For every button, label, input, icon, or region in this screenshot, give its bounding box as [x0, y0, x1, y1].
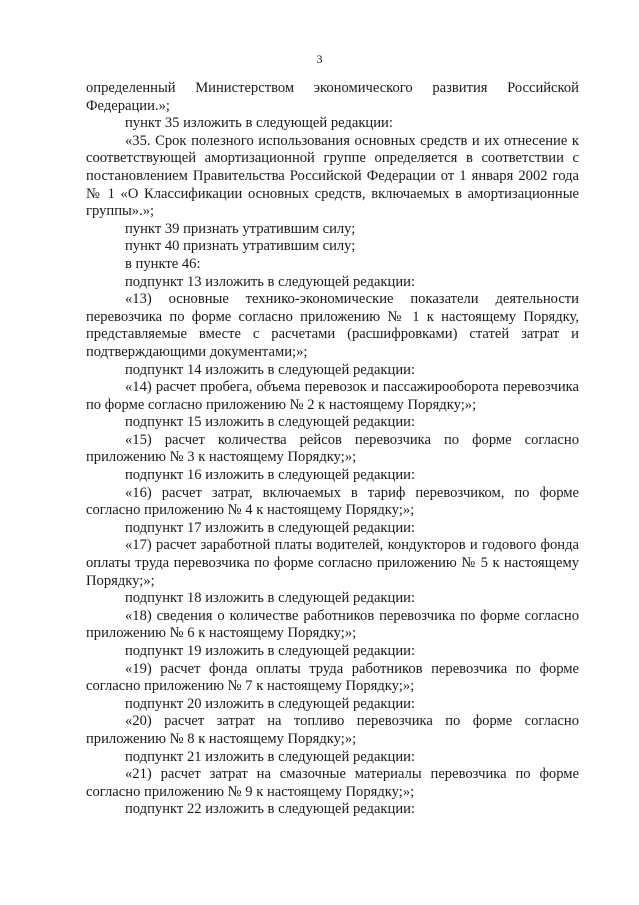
paragraph: подпункт 13 изложить в следующей редакции: — [125, 273, 416, 290]
document-body — [86, 80, 579, 819]
paragraph: пункт 40 признать утратившим силу; — [125, 238, 356, 255]
paragraph: «18) сведения о количестве работников перевозчика по форме согласно приложению № 6 к настоящему Порядку;»; — [86, 607, 579, 642]
paragraph: подпункт 16 изложить в следующей редакции: — [125, 467, 416, 484]
page-number: 3 — [316, 52, 323, 66]
paragraph: подпункт 21 изложить в следующей редакции: — [125, 748, 416, 765]
paragraph: подпункт 18 изложить в следующей редакции: — [125, 590, 416, 607]
paragraph: «16) расчет затрат, включаемых в тариф перевозчиком, по форме согласно приложению № 4 к настоящему Порядку;»; — [86, 484, 579, 519]
paragraph: пункт 39 признать утратившим силу; — [125, 220, 356, 237]
paragraph: в пункте 46: — [125, 255, 201, 272]
paragraph: подпункт 14 изложить в следующей редакции: — [125, 361, 416, 378]
paragraph: «20) расчет затрат на топливо перевозчика по форме согласно приложению № 8 к настоящему Порядку;»; — [86, 713, 579, 747]
paragraph: подпункт 17 изложить в следующей редакции: — [125, 519, 416, 536]
paragraph: «17) расчет заработной платы водителей, кондукторов и годового фонда оплаты труда перевозчика по форме согласно приложению № 5 к настоящему Порядку;»; — [86, 537, 579, 589]
paragraph: «15) расчет количества рейсов перевозчика по форме согласно приложению № 3 к настоящему Порядку;»; — [86, 431, 579, 466]
paragraph: подпункт 15 изложить в следующей редакции: — [125, 414, 416, 431]
paragraph: подпункт 19 изложить в следующей редакции: — [125, 643, 416, 659]
paragraph: «13) основные технико-экономические показатели деятельности перевозчика по форме согласно приложению № 1 к настоящему Порядку, представляемые вместе с расчетами (расшифровками) статей затрат и подтверждающими документами;»; — [86, 291, 579, 360]
paragraph: «14) расчет пробега, объема перевозок и пассажирооборота перевозчика по форме согласно приложению № 2 к настоящему Порядку;»; — [86, 379, 579, 413]
paragraph: подпункт 22 изложить в следующей редакции: — [125, 801, 416, 818]
paragraph: «35. Срок полезного использования основных средств и их отнесение к соответствующей амортизационной группе определяется в соответствии с постановлением Правительства Российской Федерации от 1 января 2002 года № 1 «О Классификации основных средств, включаемых в амортизационные группы».»; — [86, 132, 579, 220]
paragraph: подпункт 20 изложить в следующей редакции: — [125, 695, 416, 712]
paragraph: определенный Министерством экономического развития Российской Федерации.»; — [86, 80, 579, 114]
paragraph: «21) расчет затрат на смазочные материалы перевозчика по форме согласно приложению № 9 к настоящему Порядку;»; — [86, 766, 579, 800]
paragraph: «19) расчет фонда оплаты труда работников перевозчика по форме согласно приложению № 7 к настоящему Порядку;»; — [86, 660, 579, 695]
paragraph: пункт 35 изложить в следующей редакции: — [125, 115, 393, 132]
